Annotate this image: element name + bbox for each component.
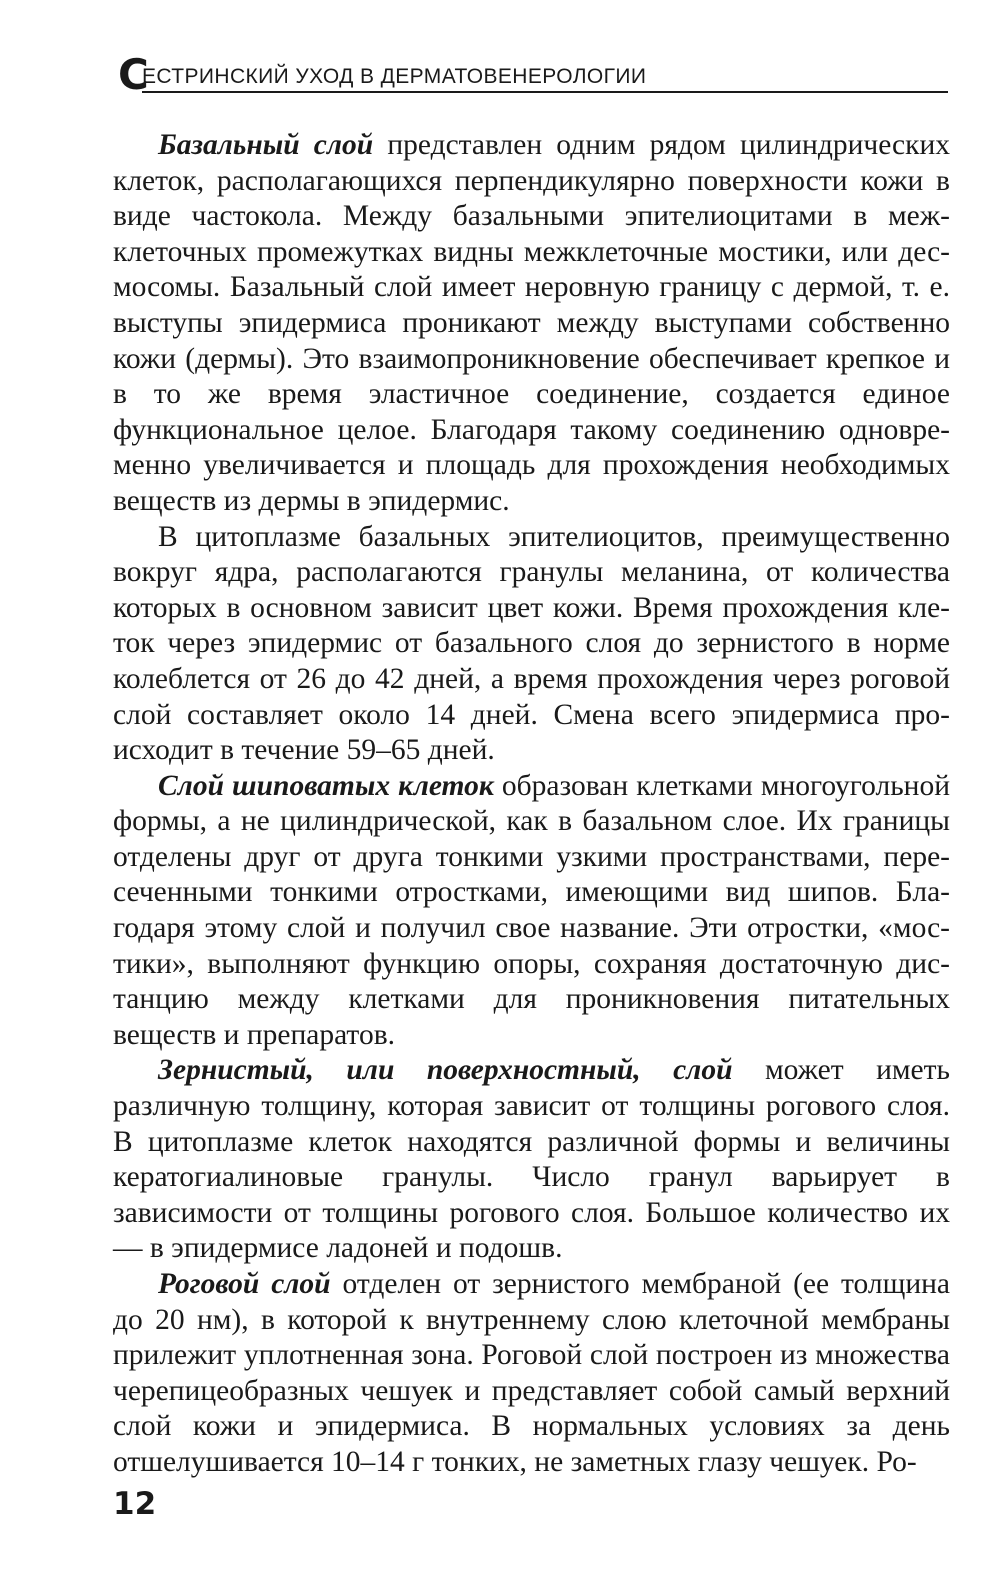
paragraph-text: может иметь различную толщину, которая зависит от толщины рогового слоя. В цитоплазме клеток находятся различной формы и величины кератогиалиновые гранулы. Число гранул варьирует в зависимости от толщины рогового слоя. Большое количество их — в эпидермисе ладоней и подошв. [113, 1054, 950, 1265]
paragraph-text: отделен от зернистого мембраной (ее толщина до 20 нм), в которой к внутреннему слою клеточной мембраны прилежит уплотненная зона. Роговой слой построен из множества черепицеобразных чешуек и представляет собой самый верхний слой кожи и эпидермиса. В нормальных условиях за день отшелушивается 10–14 г тонких, не заметных глазу чешуек. Ро- [113, 1268, 950, 1478]
paragraph-horny-layer [113, 1267, 950, 1481]
running-header [118, 50, 948, 99]
header-rule [142, 91, 948, 93]
paragraph-spinous-layer [113, 769, 950, 1054]
page-number: 12 [113, 1486, 157, 1522]
paragraph-text: В цитоплазме базальных эпителиоцитов, преимущественно вокруг ядра, располагаются гранулы меланина, от количества которых в основном зависит цвет кожи. Время прохождения клеток через эпидермис от базального слоя до зернистого в норме колеблется от 26 до 42 дней, а время прохождения через роговой слой составляет около 14 дней. Смена всего эпидермиса происходит в течение 59–65 дней. [113, 520, 950, 767]
header-drop-letter: С [118, 50, 149, 99]
header-title: ЕСТРИНСКИЙ УХОД В ДЕРМАТОВЕНЕРОЛОГИИ [142, 65, 647, 88]
paragraph-basal-layer [113, 128, 950, 520]
paragraph-granular-layer [113, 1053, 950, 1267]
term-basal-layer: Базальный слой [158, 129, 374, 161]
body-text [113, 128, 950, 1481]
paragraph-text: образован клетками многоугольной формы, а не цилиндрической, как в базальном слое. Их границы отделены друг от друга тонкими узкими пространствами, пересеченными тонкими отростками, имеющими вид шипов. Благодаря этому слой и получил свое название. Эти отростки, «мостики», выполняют функцию опоры, сохраняя достаточную дистанцию между клетками для проникновения питательных веществ и препаратов. [113, 769, 950, 1051]
paragraph-melanin [113, 520, 950, 769]
term-spinous-layer: Слой шиповатых клеток [158, 769, 494, 802]
term-granular-layer: Зернистый, или поверхностный, слой [158, 1054, 733, 1087]
term-horny-layer: Роговой слой [158, 1268, 331, 1300]
paragraph-text: представлен одним рядом цилиндрических клеток, располагающихся перпендикулярно поверхности кожи в виде частокола. Между базальными эпителиоцитами в межклеточных промежутках видны межклеточные мостики, или десмосомы. Базальный слой имеет неровную границу с дермой, т. е. выступы эпидермиса проникают между выступами собственно кожи (дермы). Это взаимопроникновение обеспечивает крепкое и в то же время эластичное соединение, создается единое функциональное целое. Благодаря такому соединению одновременно увеличивается и площадь для прохождения необходимых веществ из дермы в эпидермис. [113, 129, 950, 517]
